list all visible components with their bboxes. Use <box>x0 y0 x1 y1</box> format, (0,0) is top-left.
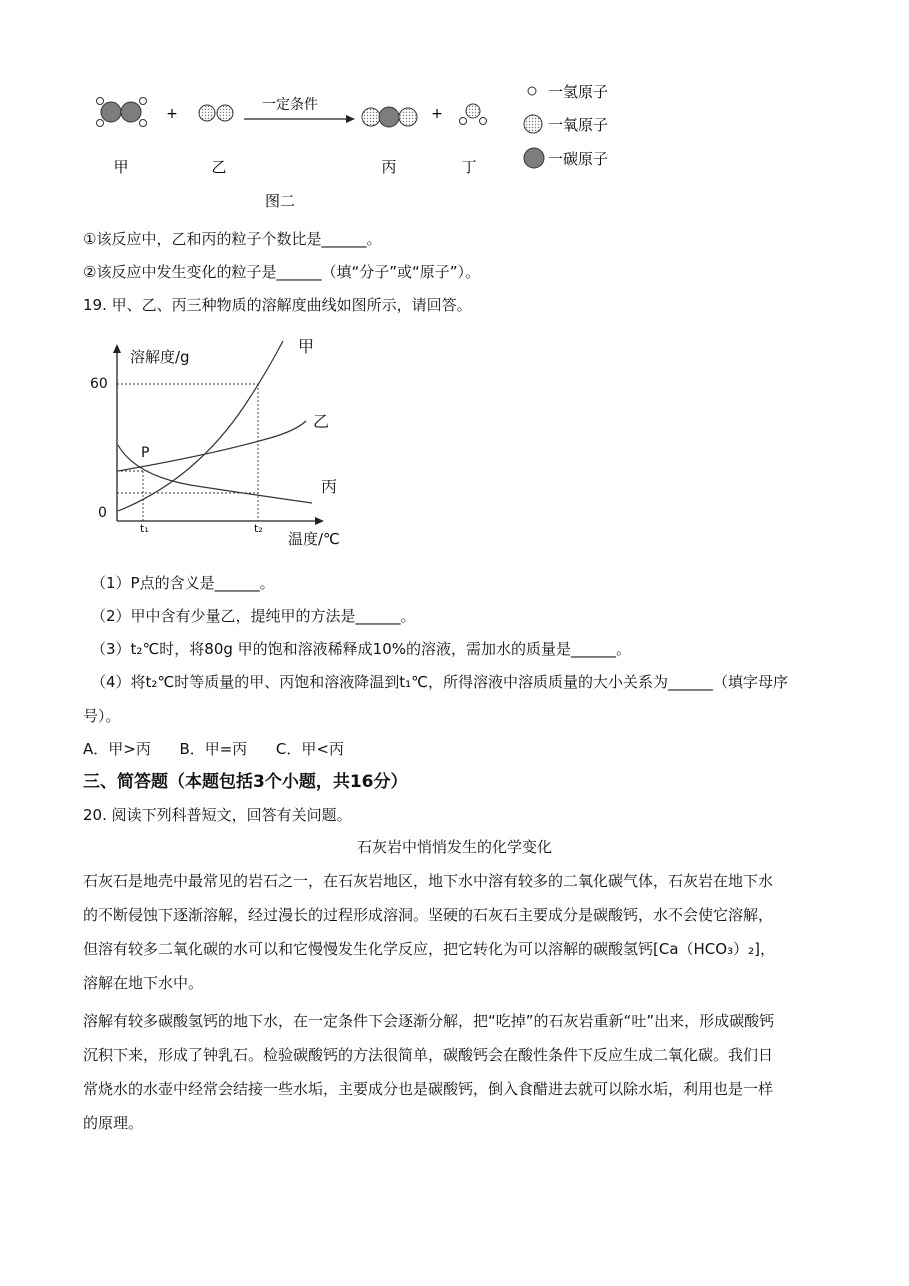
legend-hydrogen: 一氢原子 <box>548 83 609 101</box>
q19-stem: 19. 甲、乙、丙三种物质的溶解度曲线如图所示，请回答。 <box>83 296 472 314</box>
q20-stem: 20. 阅读下列科普短文，回答有关问题。 <box>83 806 352 824</box>
plus-sign-1: + <box>166 106 178 122</box>
y-tick-label: 0 <box>98 505 107 521</box>
q19-sub1: （1）P点的含义是______。 <box>91 574 275 592</box>
carbon-atom-icon <box>524 148 544 168</box>
label-bing: 丙 <box>381 158 397 176</box>
q19-sub4-line2: 号）。 <box>83 707 121 725</box>
x-axis-label: 温度/℃ <box>288 530 340 548</box>
paragraph-line: 的原理。 <box>83 1114 144 1132</box>
x-tick-label: t₂ <box>254 522 263 535</box>
article-paragraph-1 <box>83 864 828 1000</box>
paragraph-line: 常烧水的水壶中经常会结接一些水垢，主要成分也是碳酸钙，倒入食醋进去就可以除水垢，利用也是一样 <box>83 1080 774 1098</box>
paragraph-line: 但溶有较多二氧化碳的水可以和它慢慢发生化学反应，把它转化为可以溶解的碳酸氢钙[Ca（HCO₃）₂]， <box>83 940 775 958</box>
reaction-arrow-icon <box>244 115 355 123</box>
oxygen-atom-icon <box>524 115 542 133</box>
q19-sub3: （3）t₂℃时，将80g 甲的饱和溶液稀释成10%的溶液，需加水的质量是______。 <box>91 640 632 658</box>
plus-sign-2: + <box>431 106 443 122</box>
q19-sub2: （2）甲中含有少量乙，提纯甲的方法是______。 <box>91 607 416 625</box>
series-label-yi: 乙 <box>313 412 330 431</box>
molecule-yi-icon <box>199 105 233 121</box>
label-ding: 丁 <box>461 158 477 176</box>
paragraph-line: 溶解在地下水中。 <box>83 974 204 992</box>
q18-sub1: ①该反应中，乙和丙的粒子个数比是______。 <box>83 230 382 248</box>
section-heading: 三、简答题（本题包括3个小题，共16分） <box>83 772 408 792</box>
y-tick-label: 60 <box>90 376 108 392</box>
paragraph-line: 溶解有较多碳酸氢钙的地下水，在一定条件下会逐渐分解，把“吃掉”的石灰岩重新“吐”出来，形成碳酸钙 <box>83 1012 775 1030</box>
molecule-jia-icon <box>97 98 147 127</box>
molecule-bing-icon <box>362 107 417 127</box>
legend <box>524 83 608 168</box>
label-jia: 甲 <box>113 158 129 176</box>
q19-options: A．甲>丙 B．甲=丙 C．甲<丙 <box>83 740 344 758</box>
label-yi: 乙 <box>211 158 227 176</box>
x-axis-arrow-icon <box>315 517 324 525</box>
figure-caption: 图二 <box>264 192 296 210</box>
x-tick-label: t₁ <box>140 522 149 535</box>
article-paragraph-2 <box>83 1004 828 1140</box>
y-axis-label: 溶解度/g <box>130 348 190 366</box>
paragraph-line: 的不断侵蚀下逐渐溶解，经过漫长的过程形成溶洞。坚硬的石灰石主要成分是碳酸钙，水不会使它溶解， <box>83 906 774 924</box>
hydrogen-atom-icon <box>528 87 536 95</box>
arrow-condition-label: 一定条件 <box>262 97 318 113</box>
paragraph-line: 石灰石是地壳中最常见的岩石之一，在石灰岩地区，地下水中溶有较多的二氧化碳气体，石灰岩在地下水 <box>83 872 774 890</box>
q19-sub4-line1: （4）将t₂℃时等质量的甲、丙饱和溶液降温到t₁℃，所得溶液中溶质质量的大小关系为______（填字母序 <box>91 673 789 691</box>
article-title: 石灰岩中悄悄发生的化学变化 <box>356 838 552 856</box>
q18-sub2: ②该反应中发生变化的粒子是______（填“分子”或“原子”）。 <box>83 263 481 281</box>
molecule-ding-icon <box>460 104 487 125</box>
legend-carbon: 一碳原子 <box>548 150 609 168</box>
paragraph-line: 沉积下来，形成了钟乳石。检验碳酸钙的方法很简单，碳酸钙会在酸性条件下反应生成二氧化碳。我们日 <box>83 1046 774 1064</box>
y-axis-arrow-icon <box>113 344 121 353</box>
reaction-diagram-figure <box>0 0 909 215</box>
solubility-chart <box>0 325 909 555</box>
series-label-bing: 丙 <box>321 477 338 496</box>
legend-oxygen: 一氧原子 <box>548 116 609 134</box>
point-label-p: P <box>141 445 150 461</box>
series-label-jia: 甲 <box>298 337 315 356</box>
